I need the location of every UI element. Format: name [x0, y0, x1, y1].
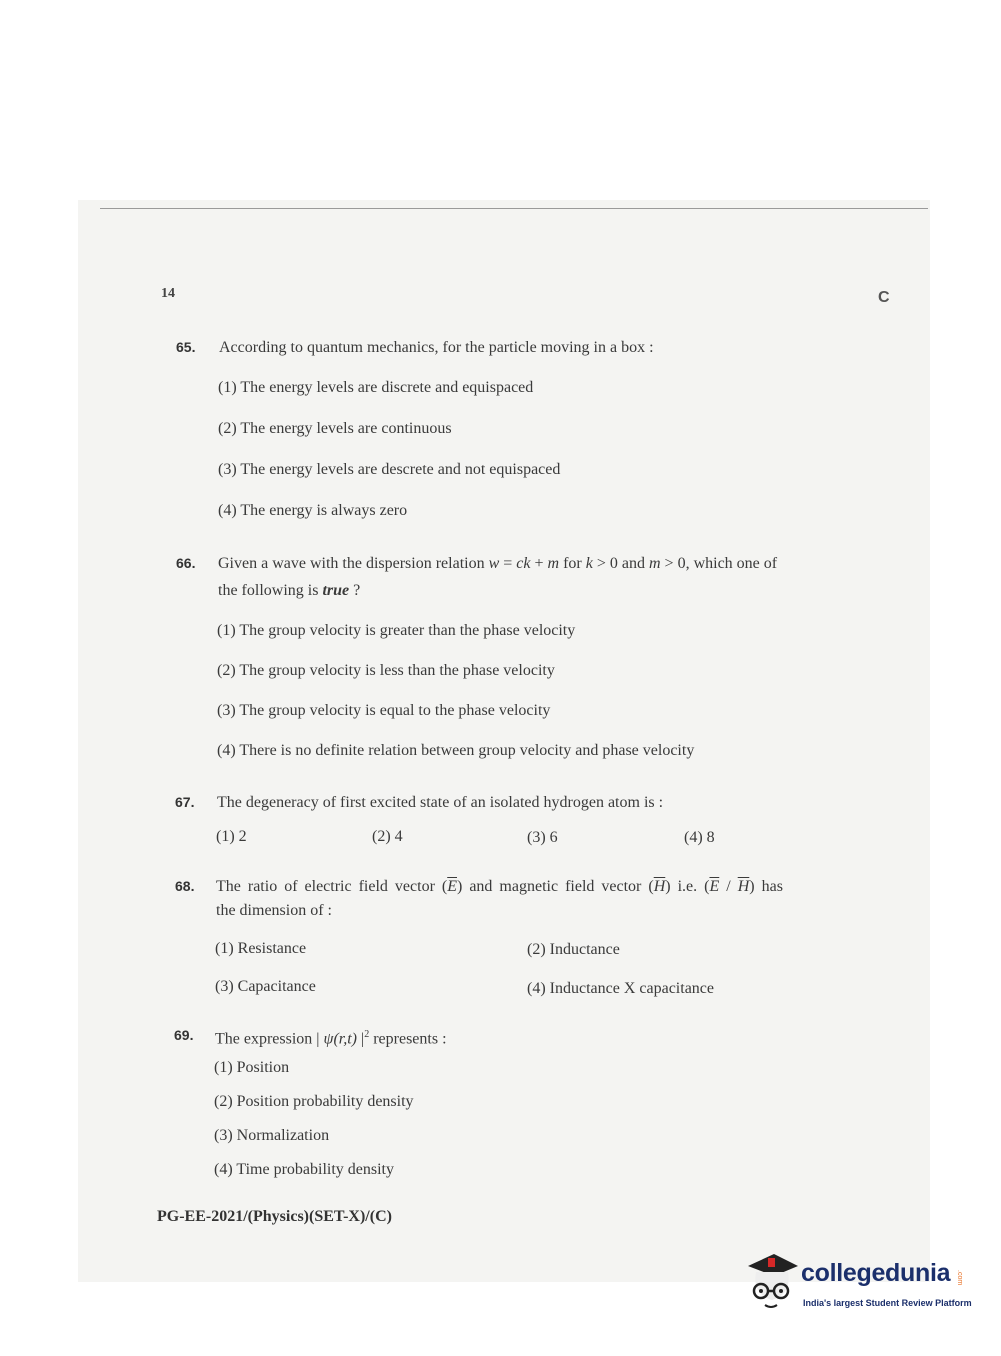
brand-tagline: India's largest Student Review Platform: [803, 1298, 972, 1308]
option-4: (4) There is no definite relation between group velocity and phase velocity: [217, 742, 695, 759]
option-3: (3) Normalization: [214, 1127, 330, 1144]
set-code: C: [878, 289, 890, 306]
option-1: (1) 2: [216, 828, 247, 845]
option-1: (1) Resistance: [215, 940, 307, 957]
option-2: (2) Position probability density: [214, 1093, 414, 1110]
question-number: 66.: [176, 555, 196, 571]
footer-code: PG-EE-2021/(Physics)(SET-X)/(C): [157, 1208, 392, 1225]
option-1: (1) The group velocity is greater than the phase velocity: [217, 622, 576, 639]
option-2: (2) Inductance: [527, 941, 620, 958]
option-4: (4) The energy is always zero: [218, 502, 408, 519]
question-text: The degeneracy of first excited state of an isolated hydrogen atom is :: [217, 794, 664, 811]
option-1: (1) The energy levels are discrete and equispaced: [218, 379, 534, 396]
brand-name: collegedunia: [801, 1259, 951, 1287]
option-2: (2) The group velocity is less than the phase velocity: [217, 662, 555, 679]
page-number: 14: [161, 286, 175, 301]
question-text: The ratio of electric field vector $(\overline{E})$ and magnetic field vector $(\overline{H})$ i.e. $(\overline{E} / \overline{H})$ has: [216, 878, 783, 895]
collegedunia-logo: [744, 1248, 974, 1318]
top-rule: [100, 208, 928, 209]
mascot-icon: [744, 1250, 800, 1316]
brand-suffix: .com: [956, 1270, 963, 1286]
question-text: The expression | ψ(r,t) $|^2$ represents :: [215, 1029, 447, 1048]
option-3: (3) The energy levels are descrete and not equispaced: [218, 461, 561, 478]
question-number: 68.: [175, 878, 195, 894]
question-number: 65.: [176, 339, 196, 355]
option-4: (4) Inductance X capacitance: [527, 980, 714, 997]
option-4: (4) 8: [684, 829, 715, 846]
option-1: (1) Position: [214, 1059, 290, 1076]
question-number: 67.: [175, 794, 195, 810]
option-2: (2) The energy levels are continuous: [218, 420, 452, 437]
question-text-line2: the dimension of :: [216, 902, 332, 919]
option-4: (4) Time probability density: [214, 1161, 394, 1178]
exam-page: [78, 200, 930, 1282]
question-number: 69.: [174, 1027, 194, 1043]
question-text: According to quantum mechanics, for the particle moving in a box :: [219, 339, 654, 356]
option-2: (2) 4: [372, 828, 403, 845]
question-text-line2: the following is true ?: [218, 582, 361, 599]
option-3: (3) Capacitance: [215, 978, 316, 995]
option-3: (3) 6: [527, 829, 558, 846]
question-text: Given a wave with the dispersion relation w = ck + m for k > 0 and m > 0, which one of: [218, 555, 778, 572]
option-3: (3) The group velocity is equal to the phase velocity: [217, 702, 551, 719]
